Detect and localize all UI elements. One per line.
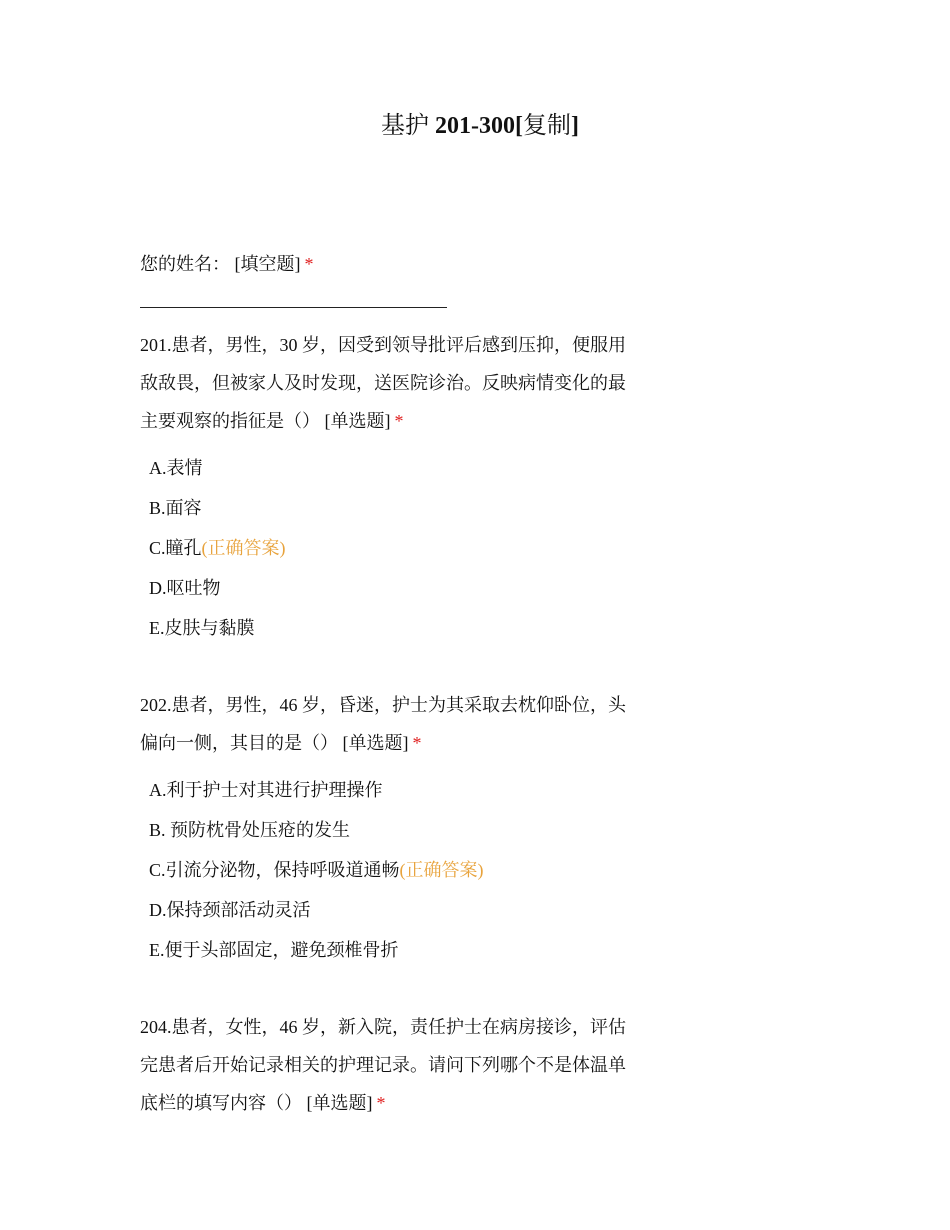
- option-e[interactable]: [149, 608, 640, 648]
- option-list: [140, 448, 640, 648]
- option-label: D.保持颈部活动灵活: [149, 900, 311, 920]
- question-stem: 201.患者，男性，30 岁，因受到领导批评后感到压抑，便服用敌敌畏，但被家人及时发现，送医院诊治。反映病情变化的最主要观察的指征是（）: [140, 335, 626, 431]
- title-suffix: ]: [570, 113, 579, 139]
- option-d[interactable]: [149, 890, 640, 930]
- title-bold-range: 201-300[: [435, 113, 523, 139]
- option-b[interactable]: [149, 810, 640, 850]
- page-title: [0, 110, 950, 142]
- required-mark: *: [412, 733, 422, 753]
- question-text: [140, 326, 635, 440]
- option-d[interactable]: [149, 568, 640, 608]
- option-b[interactable]: [149, 488, 640, 528]
- option-label: E.便于头部固定，避免颈椎骨折: [149, 940, 399, 960]
- question-type: [单选题]: [342, 733, 409, 753]
- question-type: [单选题]: [324, 411, 391, 431]
- correct-answer-tag: (正确答案): [201, 538, 286, 558]
- option-c[interactable]: [149, 528, 640, 568]
- question-202: [140, 686, 640, 970]
- option-label: D.呕吐物: [149, 578, 221, 598]
- survey-content: [140, 246, 640, 1122]
- required-mark: *: [376, 1093, 386, 1113]
- question-201: [140, 326, 640, 648]
- question-text: [140, 686, 635, 762]
- option-label: C.引流分泌物，保持呼吸道通畅: [149, 860, 400, 880]
- option-e[interactable]: [149, 930, 640, 970]
- required-mark: *: [304, 254, 314, 274]
- option-label: A.利于护士对其进行护理操作: [149, 780, 383, 800]
- name-question-label: 您的姓名：: [140, 254, 230, 274]
- option-label: B.面容: [149, 498, 202, 518]
- option-a[interactable]: [149, 770, 640, 810]
- option-a[interactable]: [149, 448, 640, 488]
- question-204: [140, 1008, 640, 1122]
- question-type: [填空题]: [234, 254, 301, 274]
- correct-answer-tag: (正确答案): [399, 860, 484, 880]
- question-type: [单选题]: [306, 1093, 373, 1113]
- question-stem: 204.患者，女性，46 岁，新入院，责任护士在病房接诊，评估完患者后开始记录相关的护理记录。请问下列哪个不是体温单底栏的填写内容（）: [140, 1017, 626, 1113]
- option-label: C.瞳孔: [149, 538, 202, 558]
- question-text: [140, 1008, 635, 1122]
- title-copy-word: 复制: [522, 113, 571, 139]
- title-prefix: 基护: [381, 113, 435, 139]
- option-list: [140, 770, 640, 970]
- option-label: A.表情: [149, 458, 203, 478]
- question-stem: 202.患者，男性，46 岁，昏迷，护士为其采取去枕仰卧位，头偏向一侧，其目的是（）: [140, 695, 626, 753]
- required-mark: *: [394, 411, 404, 431]
- option-label: B. 预防枕骨处压疮的发生: [149, 820, 351, 840]
- name-question: [140, 246, 640, 282]
- option-c[interactable]: [149, 850, 640, 890]
- option-label: E.皮肤与黏膜: [149, 618, 255, 638]
